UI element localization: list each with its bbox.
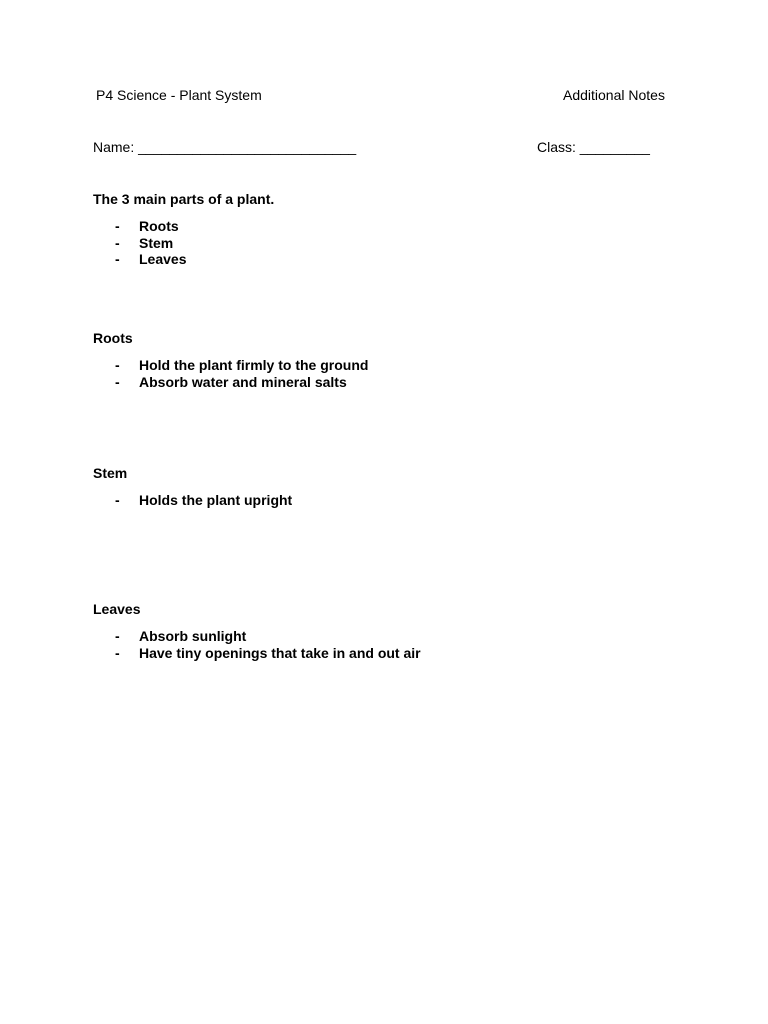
main-parts-list bbox=[115, 218, 186, 268]
section-heading-main-parts: The 3 main parts of a plant. bbox=[93, 191, 275, 207]
list-item bbox=[115, 357, 368, 374]
bullet-dash: - bbox=[115, 218, 120, 234]
section-heading-stem: Stem bbox=[93, 465, 128, 481]
list-item bbox=[115, 251, 186, 268]
list-item-text: Hold the plant firmly to the ground bbox=[139, 357, 369, 373]
list-item bbox=[115, 235, 186, 252]
bullet-dash: - bbox=[115, 251, 120, 267]
additional-notes-label: Additional Notes bbox=[563, 87, 665, 103]
list-item-text: Have tiny openings that take in and out air bbox=[139, 644, 421, 661]
section-heading-roots: Roots bbox=[93, 330, 133, 346]
section-heading-leaves: Leaves bbox=[93, 601, 141, 617]
list-item-text: Holds the plant upright bbox=[139, 492, 293, 508]
bullet-dash: - bbox=[115, 373, 120, 390]
stem-list bbox=[115, 492, 292, 509]
bullet-dash: - bbox=[115, 234, 120, 251]
list-item bbox=[115, 645, 421, 662]
bullet-dash: - bbox=[115, 357, 120, 373]
list-item bbox=[115, 492, 292, 509]
class-field: Class: _________ bbox=[537, 139, 650, 155]
list-item-text: Absorb water and mineral salts bbox=[139, 373, 347, 390]
leaves-list bbox=[115, 628, 421, 661]
list-item-text: Stem bbox=[139, 234, 174, 251]
roots-list bbox=[115, 357, 368, 390]
list-item bbox=[115, 628, 421, 645]
bullet-dash: - bbox=[115, 628, 120, 644]
bullet-dash: - bbox=[115, 644, 120, 661]
bullet-dash: - bbox=[115, 492, 120, 508]
list-item bbox=[115, 374, 368, 391]
list-item-text: Absorb sunlight bbox=[139, 628, 247, 644]
list-item bbox=[115, 218, 186, 235]
name-field: Name: ____________________________ bbox=[93, 139, 357, 155]
list-item-text: Roots bbox=[139, 218, 179, 234]
worksheet-title: P4 Science - Plant System bbox=[96, 87, 262, 103]
list-item-text: Leaves bbox=[139, 251, 187, 267]
